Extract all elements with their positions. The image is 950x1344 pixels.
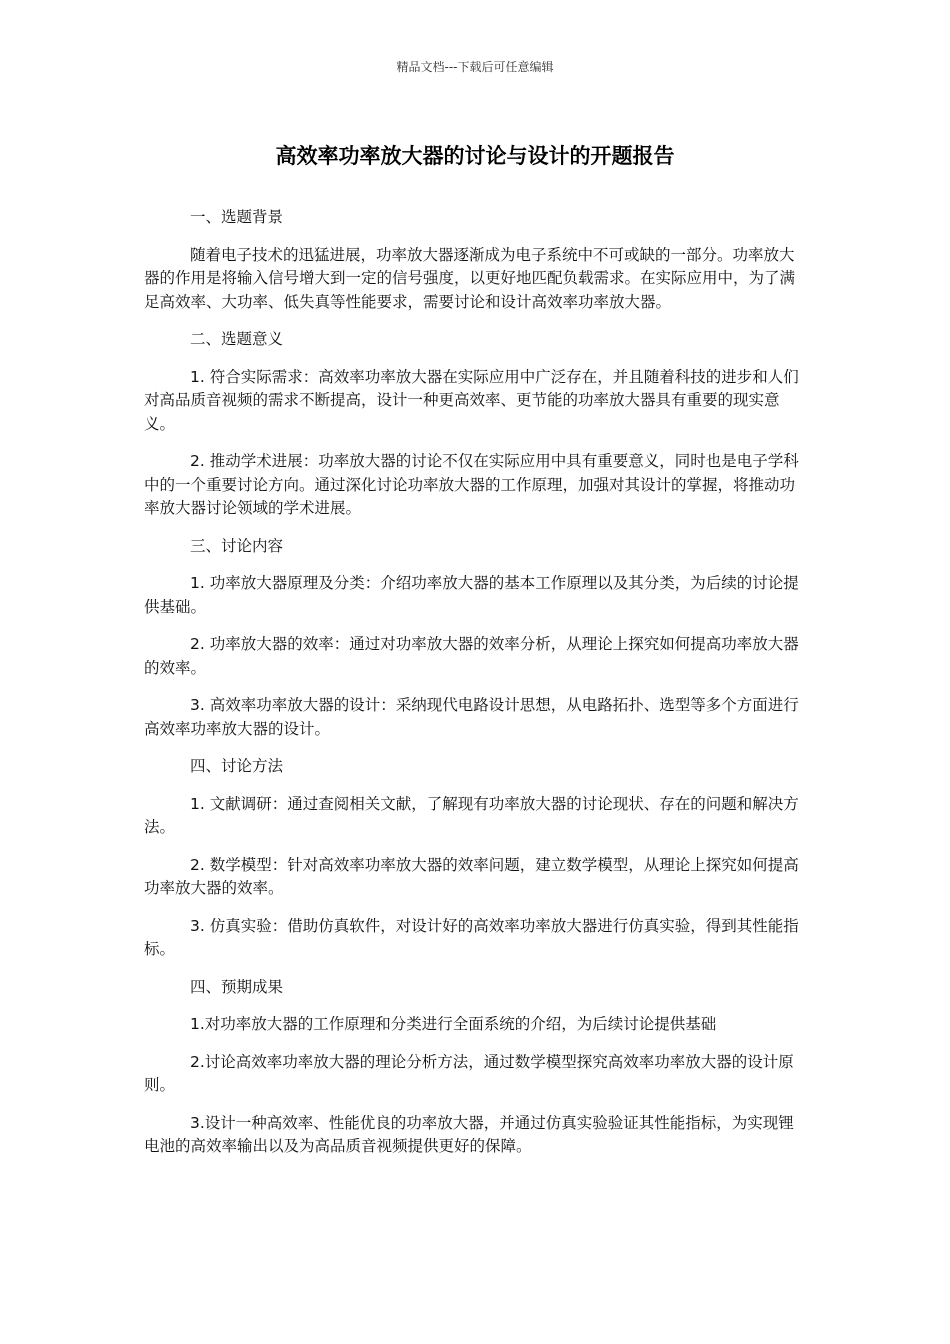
paragraph: 1.对功率放大器的工作原理和分类进行全面系统的介绍，为后续讨论提供基础 bbox=[190, 1015, 717, 1033]
paragraph: 随着电子技术的迅猛进展，功率放大器逐渐成为电子系统中不可或缺的一部分。功率放大器的作用是将输入信号增大到一定的信号强度，以更好地匹配负载需求。在实际应用中，为了满足高效率、大功率、低失真等性能要求，需要讨论和设计高效率功率放大器。 bbox=[144, 245, 796, 311]
paragraph: 3. 仿真实验：借助仿真软件，对设计好的高效率功率放大器进行仿真实验，得到其性能指标。 bbox=[144, 916, 799, 958]
paragraph: 1. 符合实际需求：高效率功率放大器在实际应用中广泛存在，并且随着科技的进步和人们对高品质音视频的需求不断提高，设计一种更高效率、更节能的功率放大器具有重要的现实意义。 bbox=[144, 367, 799, 433]
section-heading-methods: 四、讨论方法 bbox=[190, 757, 284, 775]
section-heading-significance: 二、选题意义 bbox=[190, 330, 284, 348]
paragraph: 2. 数学模型：针对高效率功率放大器的效率问题，建立数学模型，从理论上探究如何提高功率放大器的效率。 bbox=[144, 855, 799, 897]
header-note: 精品文档---下载后可任意编辑 bbox=[396, 60, 554, 74]
section-heading-background: 一、选题背景 bbox=[190, 208, 284, 226]
paragraph: 2.讨论高效率功率放大器的理论分析方法，通过数学模型探究高效率功率放大器的设计原则。 bbox=[144, 1052, 794, 1094]
document-body bbox=[144, 206, 806, 1173]
paragraph: 3. 高效率功率放大器的设计：采纳现代电路设计思想，从电路拓扑、选型等多个方面进行高效率功率放大器的设计。 bbox=[144, 696, 799, 738]
paragraph: 2. 功率放大器的效率：通过对功率放大器的效率分析，从理论上探究如何提高功率放大器的效率。 bbox=[144, 635, 799, 677]
document-title: 高效率功率放大器的讨论与设计的开题报告 bbox=[275, 144, 675, 168]
section-heading-content: 三、讨论内容 bbox=[190, 536, 284, 555]
paragraph: 1. 功率放大器原理及分类：介绍功率放大器的基本工作原理以及其分类，为后续的讨论提供基础。 bbox=[144, 574, 799, 616]
section-heading-outcomes: 四、预期成果 bbox=[190, 977, 284, 996]
paragraph: 2. 推动学术进展：功率放大器的讨论不仅在实际应用中具有重要意义，同时也是电子学科中的一个重要讨论方向。通过深化讨论功率放大器的工作原理，加强对其设计的掌握，将推动功率放大器讨论领域的学术进展。 bbox=[144, 452, 799, 517]
paragraph: 3.设计一种高效率、性能优良的功率放大器，并通过仿真实验验证其性能指标，为实现锂电池的高效率输出以及为高品质音视频提供更好的保障。 bbox=[144, 1113, 794, 1155]
paragraph: 1. 文献调研：通过查阅相关文献，了解现有功率放大器的讨论现状、存在的问题和解决方法。 bbox=[144, 794, 799, 836]
